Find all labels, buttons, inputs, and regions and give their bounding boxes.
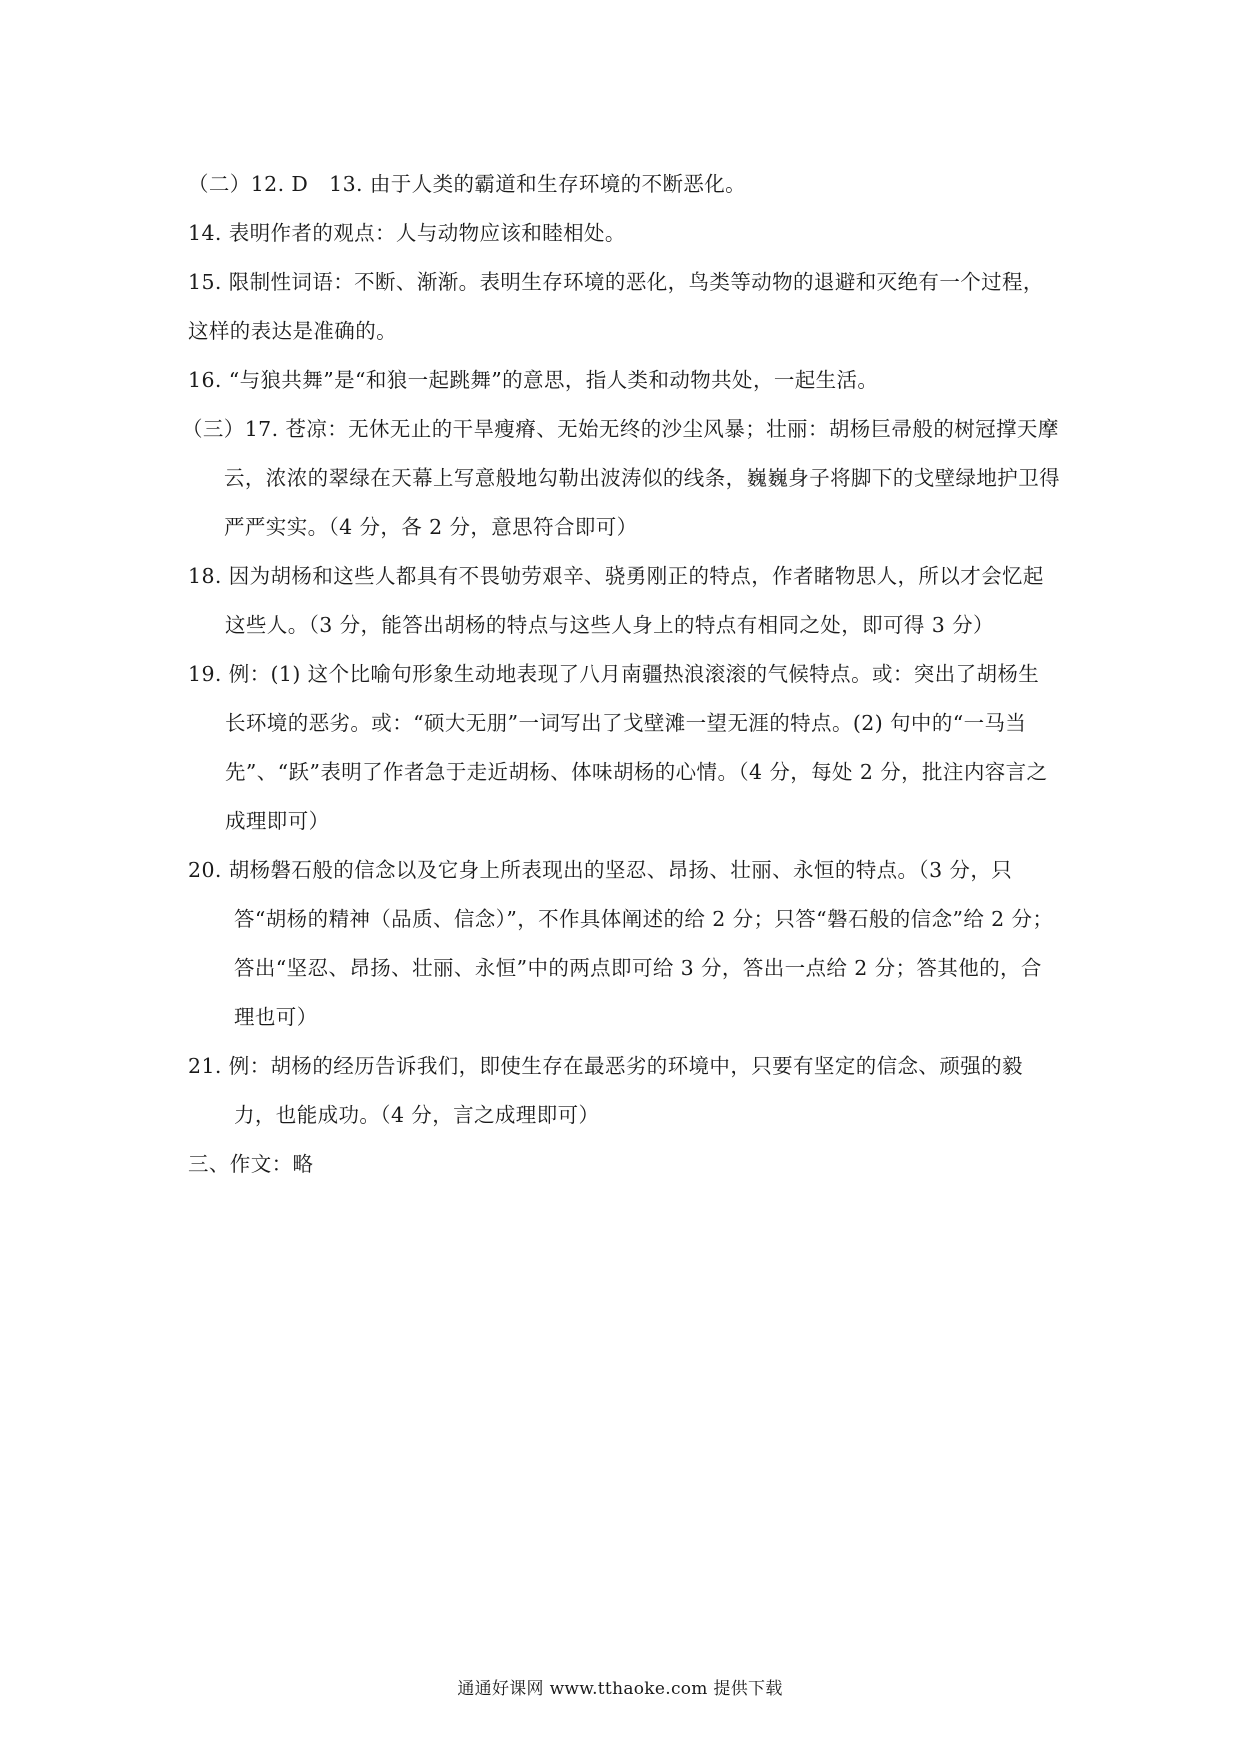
answer-20: 20. 胡杨磐石般的信念以及它身上所表现出的坚忍、昂扬、壮丽、永恒的特点。（3 分，只答“胡杨的精神（品质、信念）”，不作具体阐述的给 2 分；只答“磐石般的信念”给 2 分；答出“坚忍、昂扬、壮丽、永恒”中的两点即可给 3 分，答出一点给 2 分；答其他的，合理也可）: [188, 858, 1054, 1029]
page-footer: 通通好课网 www.tthaoke.com 提供下载: [457, 1679, 783, 1699]
answer-key: [182, 160, 1060, 1189]
answer-19: 19. 例：(1) 这个比喻句形象生动地表现了八月南疆热浪滚滚的气候特点。或：突出了胡杨生长环境的恶劣。或：“硕大无朋”一词写出了戈壁滩一望无涯的特点。(2) 句中的“一马当先”、“跃”表明了作者急于走近胡杨、体味胡杨的心情。（4 分，每处 2 分，批注内容言之成理即可）: [188, 662, 1048, 833]
answer-17: （三）17. 苍凉：无休无止的干旱瘦瘠、无始无终的沙尘风暴；壮丽：胡杨巨帚般的树冠撑天摩云，浓浓的翠绿在天幕上写意般地勾勒出波涛似的线条，巍巍身子将脚下的戈壁绿地护卫得严严实实。（4 分，各 2 分，意思符合即可）: [182, 417, 1060, 539]
answer-18: 18. 因为胡杨和这些人都具有不畏劬劳艰辛、骁勇刚正的特点，作者睹物思人，所以才会忆起这些人。（3 分，能答出胡杨的特点与这些人身上的特点有相同之处，即可得 3 分）: [188, 564, 1044, 637]
answer-16: 16. “与狼共舞”是“和狼一起跳舞”的意思，指人类和动物共处，一起生活。: [188, 368, 879, 392]
answer-14: 14. 表明作者的观点：人与动物应该和睦相处。: [188, 221, 626, 245]
answer-21: 21. 例：胡杨的经历告诉我们，即使生存在最恶劣的环境中，只要有坚定的信念、顽强的毅力，也能成功。（4 分，言之成理即可）: [188, 1054, 1023, 1127]
answer-composition: 三、作文：略: [188, 1152, 314, 1176]
answer-12-13: （二）12. D 13. 由于人类的霸道和生存环境的不断恶化。: [188, 172, 747, 196]
answer-15: 15. 限制性词语：不断、渐渐。表明生存环境的恶化，鸟类等动物的退避和灭绝有一个过程，这样的表达是准确的。: [188, 270, 1044, 343]
